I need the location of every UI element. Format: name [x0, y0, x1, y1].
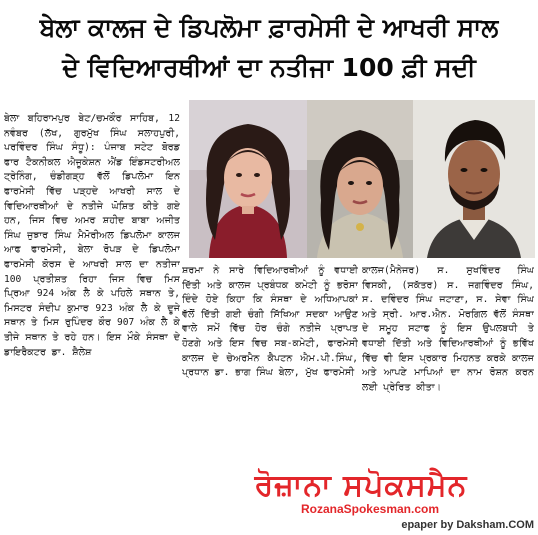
article-column-middle: ਸ਼ਰਮਾ ਨੇ ਸਾਰੇ ਵਿਦਿਆਰਥੀਆਂ ਨੂੰ ਵਧਾਈ ਦਿੱਤੀ ਅਤੇ ਕਾਲਜ ਪ੍ਰਬੰਧਕ ਕਮੇਟੀ ਨੂੰ ਭਰੋਸਾ ਦਿੰਦੇ ਹੋਏ ਕਿਹਾ ਕਿ ਸੰਸਥਾ ਦੇ ਅਧਿਆਪਕਾਂ ਵੱਲੋਂ ਦਿੱਤੀ ਗਈ ਚੰਗੀ ਸਿੱਖਿਆ ਸਦਕਾ ਆਉਣ ਵਾਲੇ ਸਮੇਂ ਵਿੱਚ ਹੋਰ ਚੰਗੇ ਨਤੀਜੇ ਪ੍ਰਾਪਤ ਹੋਣਗੇ ਅਤੇ ਇਸ ਵਿਚ ਸਬ-ਕਮੇਟੀ, ਫਾਰਮੇਸੀ ਕਾਲਜ ਦੇ ਚੇਅਰਮੈਨ ਕੈਪਟਨ ਐਮ.ਪੀ.ਸਿੰਘ, ਪ੍ਰਧਾਨ ਡਾ. ਭਾਗ ਸਿੰਘ ਬੇਲਾ, ਮੁੱਖ ਫਾਰਮੇਸੀ — [182, 265, 358, 379]
headline-line-1: ਬੇਲਾ ਕਾਲਜ ਦੇ ਡਿਪਲੋਮਾ ਫ਼ਾਰਮੇਸੀ ਦੇ ਆਖਰੀ ਸਾਲ — [39, 13, 499, 42]
headline — [0, 8, 538, 88]
headline-line-2: ਦੇ ਵਿਦਿਆਰਥੀਆਂ ਦਾ ਨਤੀਜਾ 100 ਫ਼ੀ ਸਦੀ — [62, 53, 476, 82]
student-photo-3 — [413, 100, 535, 258]
student-photo-1 — [189, 100, 307, 258]
newspaper-logo: ਰੋਜ਼ਾਨਾ ਸਪੋਕਸਮੈਨ — [254, 468, 468, 503]
epaper-credit: epaper by Daksham.COM — [401, 519, 534, 531]
student-photo-2 — [307, 100, 413, 258]
article-column-left: ਬੇਲਾ ਬਹਿਰਾਮਪੁਰ ਬੇਟ/ਚਮਕੌਰ ਸਾਹਿਬ, 12 ਨਵੰਬਰ (ਲੱਖ, ਗੁਰਮੁੱਖ ਸਿੰਘ ਸਲਾਹਪੁਰੀ, ਪਰਵਿੰਦਰ ਸਿੰਘ ਸੰਧੂ): ਪੰਜਾਬ ਸਟੇਟ ਬੋਰਡ ਫਾਰ ਟੈਕਨੀਕਲ ਐਜੂਕੇਸ਼ਨ ਐਂਡ ਇੰਡਸਟਰੀਅਲ ਟ੍ਰੇਨਿੰਗ, ਚੰਡੀਗੜ੍ਹ ਵੱਲੋਂ ਡਿਪਲੋਮਾ ਇਨ ਫਾਰਮੇਸੀ ਵਿੱਚ ਪੜ੍ਹਦੇ ਆਖਰੀ ਸਾਲ ਦੇ ਵਿਦਿਆਰਥੀਆਂ ਦੇ ਨਤੀਜੇ ਘੋਸ਼ਿਤ ਕੀਤੇ ਗਏ ਹਨ, ਜਿਸ ਵਿਚ ਅਮਰ ਸ਼ਹੀਦ ਬਾਬਾ ਅਜੀਤ ਸਿੰਘ ਜੁਝਾਰ ਸਿੰਘ ਮੈਮੋਰੀਅਲ ਡਿਪਲੋਮਾ ਕਾਲਜ ਆਫ ਫਾਰਮੇਸੀ, ਬੇਲਾ ਰੋਪੜ ਦੇ ਡਿਪਲੋਮਾ ਫਾਰਮੇਸੀ ਕੋਰਸ ਦੇ ਆਖਰੀ ਸਾਲ ਦਾ ਨਤੀਜਾ 100 ਪ੍ਰਤੀਸ਼ਤ ਰਿਹਾ ਜਿਸ ਵਿਚ ਮਿਸ ਪ੍ਰਿਆ 924 ਅੰਕ ਲੈ ਕੇ ਪਹਿਲੇ ਸਥਾਨ ਤੇ, ਮਿਸਟਰ ਸੰਦੀਪ ਕੁਮਾਰ 923 ਅੰਕ ਲੈ ਕੇ ਦੂਜੇ ਸਥਾਨ ਤੇ ਮਿਸ ਰੁਪਿੰਦਰ ਕੌਰ 907 ਅੰਕ ਲੈ ਕੇ ਤੀਜੇ ਸਥਾਨ ਤੇ ਰਹੇ ਹਨ। ਇਸ ਮੌਕੇ ਸੰਸਥਾ ਦੇ ਡਾਇਰੈਕਟਰ ਡਾ. ਸ਼ੈਲੇਸ਼ — [4, 113, 180, 358]
newspaper-url[interactable]: RozanaSpokesman.com — [300, 502, 440, 516]
article-column-right: ਕਾਲਜ(ਮੈਨੇਜਰ) ਸ. ਸੁਖਵਿੰਦਰ ਸਿੰਘ ਵਿਸਕੀ, (ਸਕੱਤਰ) ਸ. ਜਗਵਿੰਦਰ ਸਿੰਘ, ਸ. ਦਵਿੰਦਰ ਸਿੰਘ ਜਟਾਣਾ, ਸ. ਸੇਵਾ ਸਿੰਘ ਅਤੇ ਸ੍ਰੀ. ਆਰ.ਐਨ. ਮੋਰਗਿਲ ਵੱਲੋਂ ਸੰਸਥਾ ਦੇ ਸਮੂਹ ਸਟਾਫ ਨੂੰ ਇਸ ਉਪਲਬਧੀ ਤੇ ਵਧਾਈ ਦਿੱਤੀ ਅਤੇ ਵਿਦਿਆਰਥੀਆਂ ਨੂੰ ਭਵਿੱਖ ਵਿੱਚ ਵੀ ਇਸ ਪ੍ਰਕਾਰ ਮਿਹਨਤ ਕਰਕੇ ਕਾਲਜ ਅਤੇ ਆਪਣੇ ਮਾਪਿਆਂ ਦਾ ਨਾਮ ਰੋਸ਼ਨ ਕਰਨ ਲਈ ਪ੍ਰੇਰਿਤ ਕੀਤਾ। — [362, 265, 534, 393]
